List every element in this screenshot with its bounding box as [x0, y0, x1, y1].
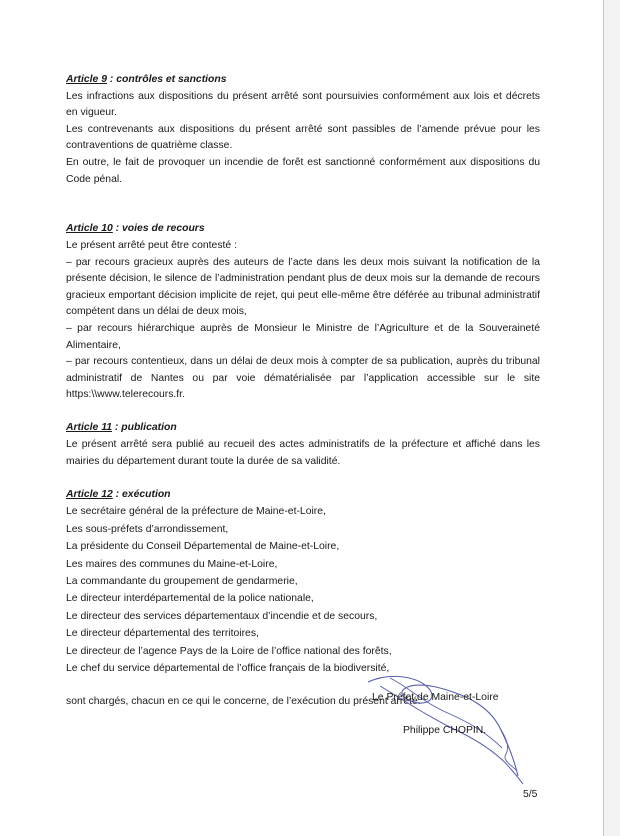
- article-12-title: : exécution: [112, 488, 171, 500]
- execution-list-item: Le directeur départemental des territoires,: [66, 628, 259, 640]
- execution-list-item: Les sous-préfets d’arrondissement,: [66, 523, 229, 535]
- article-10-paragraph: – par recours hiérarchique auprès de Monsieur le Ministre de l’Agriculture et de la Souveraineté Alimentaire,: [66, 322, 540, 351]
- page-number: 5/5: [523, 789, 538, 800]
- article-9-paragraph: Les infractions aux dispositions du présent arrêté sont poursuivies conformément aux lois et décrets en vigueur.: [66, 90, 540, 119]
- execution-list-item: Les maires des communes du Maine-et-Loire,: [66, 558, 278, 570]
- article-9-heading: [66, 72, 540, 89]
- article-10-heading: [66, 221, 540, 238]
- execution-list-item: Le directeur des services départementaux d’incendie et de secours,: [66, 610, 378, 622]
- document-body: [66, 72, 540, 711]
- execution-list-item: Le directeur interdépartemental de la police nationale,: [66, 593, 314, 605]
- article-10-paragraph: – par recours contentieux, dans un délai de deux mois à compter de sa publication, auprès du tribunal administratif de Nantes ou par voie dématérialisée par l’application accessible sur le site https:\\www.telerecours.fr.: [66, 356, 540, 401]
- scrollbar[interactable]: [604, 0, 620, 836]
- signatory-name: Philippe CHOPIN.: [403, 725, 487, 736]
- article-12-heading: [66, 487, 540, 504]
- article-10-number: Article 10: [66, 223, 113, 235]
- article-10-paragraph: Le présent arrêté peut être contesté :: [66, 239, 237, 251]
- execution-list: [66, 503, 540, 677]
- article-9-paragraph: En outre, le fait de provoquer un incendie de forêt est sanctionné conformément aux dispositions du Code pénal.: [66, 156, 540, 185]
- article-11-heading: [66, 420, 540, 437]
- signatory-title: Le Préfet de Maine-et-Loire: [372, 692, 499, 703]
- article-9-paragraph: Les contrevenants aux dispositions du présent arrêté sont passibles de l’amende prévue pour les contraventions de quatrième classe.: [66, 123, 540, 152]
- article-11-paragraph: Le présent arrêté sera publié au recueil des actes administratifs de la préfecture et affiché dans les mairies du département durant toute la durée de sa validité.: [66, 439, 540, 467]
- execution-list-item: La présidente du Conseil Départemental de Maine-et-Loire,: [66, 541, 340, 553]
- article-11-title: : publication: [112, 422, 177, 434]
- article-10-title: : voies de recours: [112, 223, 205, 235]
- execution-list-item: La commandante du groupement de gendarmerie,: [66, 576, 298, 588]
- execution-list-item: Le chef du service départemental de l’office français de la biodiversité,: [66, 663, 390, 675]
- execution-list-item: Le directeur de l’agence Pays de la Loire de l’office national des forêts,: [66, 645, 392, 657]
- article-10-paragraph: – par recours gracieux auprès des auteurs de l’acte dans les deux mois suivant la notification de la présente décision, le silence de l’administration pendant plus de deux mois sur la demande de recours gracieux emportant décision implicite de rejet, qui peut elle-même être déférée au tribunal administratif compétent dans un délai de deux mois,: [66, 256, 540, 318]
- article-12-number: Article 12: [66, 488, 113, 500]
- article-11-number: Article 11: [66, 422, 113, 434]
- article-9-number: Article 9: [66, 74, 108, 85]
- article-9-title: : contrôles et sanctions: [107, 74, 227, 85]
- closing-sentence: sont chargés, chacun en ce qui le concerne, de l’exécution du présent arrêté.: [66, 696, 421, 708]
- execution-list-item: Le secrétaire général de la préfecture de Maine-et-Loire,: [66, 506, 326, 518]
